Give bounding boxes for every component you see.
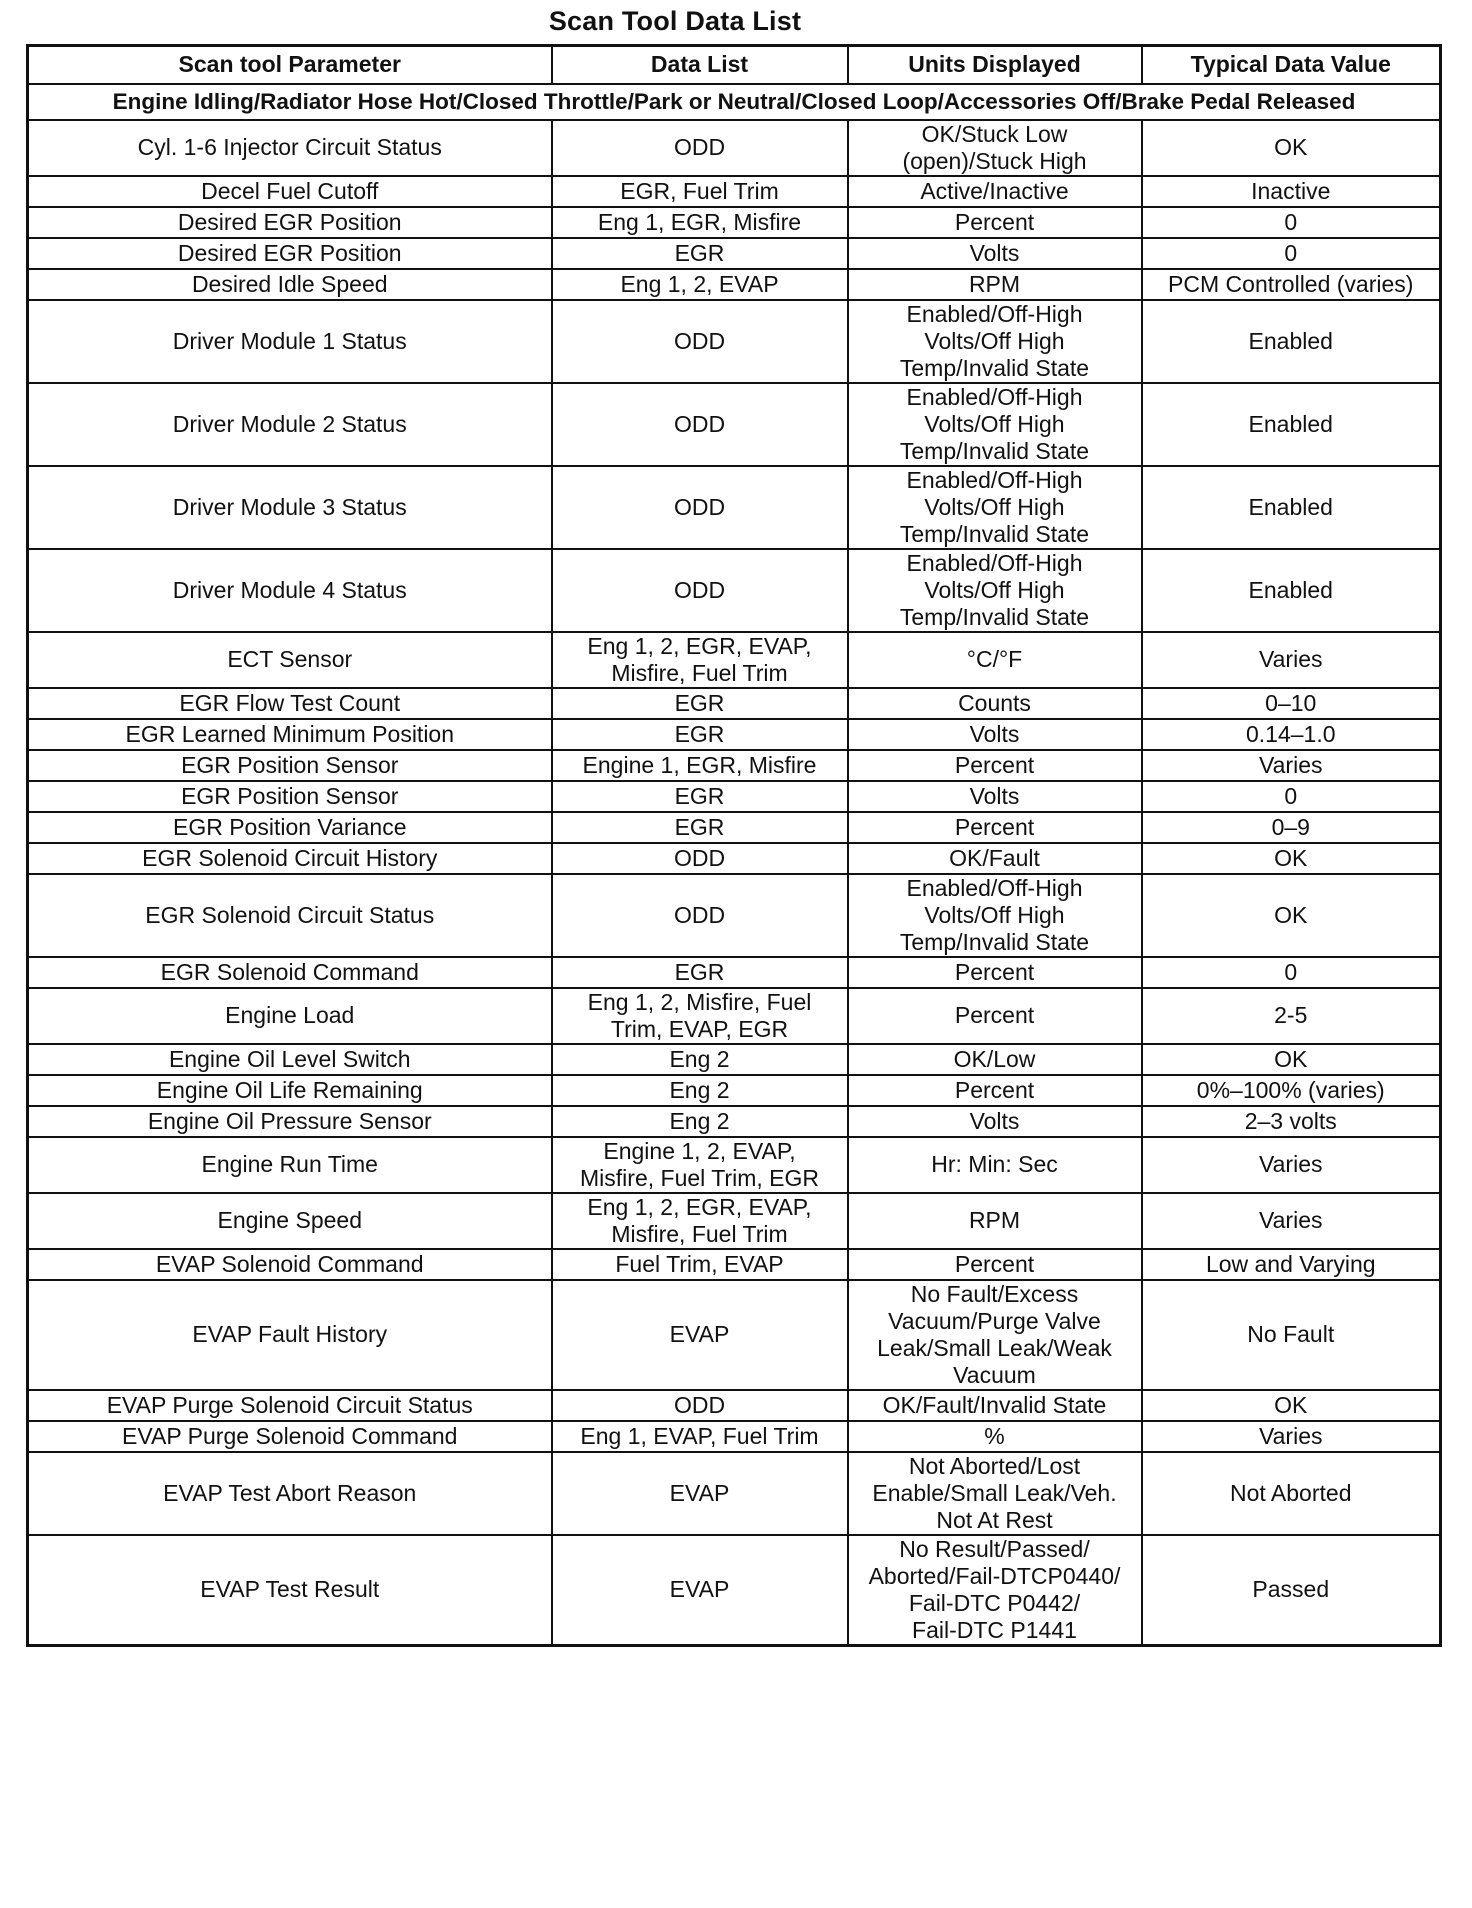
cell-units: Percent bbox=[848, 1075, 1142, 1106]
cell-units: Percent bbox=[848, 988, 1142, 1044]
table-row bbox=[28, 632, 1441, 688]
cell-data-list: ODD bbox=[552, 843, 848, 874]
cell-parameter: EVAP Fault History bbox=[28, 1280, 552, 1390]
page-title: Scan Tool Data List bbox=[548, 6, 802, 36]
cell-units: Hr: Min: Sec bbox=[848, 1137, 1142, 1193]
cell-parameter: Engine Oil Pressure Sensor bbox=[28, 1106, 552, 1137]
table-row bbox=[28, 176, 1441, 207]
column-header-typical-value: Typical Data Value bbox=[1142, 46, 1441, 84]
cell-parameter: Driver Module 2 Status bbox=[28, 383, 552, 466]
cell-typical-value: 2-5 bbox=[1142, 988, 1441, 1044]
cell-data-list: EGR bbox=[552, 957, 848, 988]
cell-typical-value: Enabled bbox=[1142, 383, 1441, 466]
cell-units: Percent bbox=[848, 1249, 1142, 1280]
cell-typical-value: Varies bbox=[1142, 1137, 1441, 1193]
cell-data-list: EVAP bbox=[552, 1535, 848, 1646]
operating-condition: Engine Idling/Radiator Hose Hot/Closed Throttle/Park or Neutral/Closed Loop/Accessories Off/Brake Pedal Released bbox=[28, 84, 1441, 120]
cell-units: Enabled/Off-High Volts/Off High Temp/Invalid State bbox=[848, 466, 1142, 549]
cell-parameter: Driver Module 4 Status bbox=[28, 549, 552, 632]
cell-typical-value: 0 bbox=[1142, 238, 1441, 269]
table-row bbox=[28, 1280, 1441, 1390]
table-row bbox=[28, 843, 1441, 874]
cell-data-list: Eng 2 bbox=[552, 1044, 848, 1075]
cell-parameter: Driver Module 3 Status bbox=[28, 466, 552, 549]
cell-parameter: Engine Speed bbox=[28, 1193, 552, 1249]
cell-data-list: EGR bbox=[552, 688, 848, 719]
cell-parameter: Engine Load bbox=[28, 988, 552, 1044]
cell-data-list: ODD bbox=[552, 549, 848, 632]
cell-units: Active/Inactive bbox=[848, 176, 1142, 207]
cell-parameter: EGR Position Variance bbox=[28, 812, 552, 843]
cell-data-list: Engine 1, 2, EVAP, Misfire, Fuel Trim, EGR bbox=[552, 1137, 848, 1193]
column-header-parameter: Scan tool Parameter bbox=[28, 46, 552, 84]
cell-units: OK/Fault/Invalid State bbox=[848, 1390, 1142, 1421]
cell-data-list: Engine 1, EGR, Misfire bbox=[552, 750, 848, 781]
cell-units: OK/Fault bbox=[848, 843, 1142, 874]
cell-data-list: ODD bbox=[552, 1390, 848, 1421]
cell-units: OK/Stuck Low (open)/Stuck High bbox=[848, 120, 1142, 176]
cell-parameter: EGR Learned Minimum Position bbox=[28, 719, 552, 750]
cell-data-list: Eng 2 bbox=[552, 1075, 848, 1106]
cell-parameter: EVAP Test Abort Reason bbox=[28, 1452, 552, 1535]
table-row bbox=[28, 1075, 1441, 1106]
cell-parameter: Engine Oil Life Remaining bbox=[28, 1075, 552, 1106]
cell-typical-value: 0–9 bbox=[1142, 812, 1441, 843]
cell-units: Volts bbox=[848, 719, 1142, 750]
cell-units: Volts bbox=[848, 238, 1142, 269]
cell-units: Volts bbox=[848, 781, 1142, 812]
table-row bbox=[28, 383, 1441, 466]
cell-data-list: EVAP bbox=[552, 1280, 848, 1390]
cell-parameter: EGR Solenoid Circuit History bbox=[28, 843, 552, 874]
cell-typical-value: PCM Controlled (varies) bbox=[1142, 269, 1441, 300]
cell-typical-value: OK bbox=[1142, 1390, 1441, 1421]
cell-data-list: EGR bbox=[552, 238, 848, 269]
table-row bbox=[28, 988, 1441, 1044]
cell-typical-value: OK bbox=[1142, 843, 1441, 874]
table-row bbox=[28, 1044, 1441, 1075]
cell-data-list: Eng 1, 2, EGR, EVAP, Misfire, Fuel Trim bbox=[552, 632, 848, 688]
table-row bbox=[28, 1249, 1441, 1280]
table-row bbox=[28, 1106, 1441, 1137]
table-row bbox=[28, 120, 1441, 176]
cell-typical-value: Enabled bbox=[1142, 300, 1441, 383]
cell-typical-value: OK bbox=[1142, 120, 1441, 176]
cell-data-list: EGR bbox=[552, 781, 848, 812]
cell-typical-value: Varies bbox=[1142, 632, 1441, 688]
cell-typical-value: 0 bbox=[1142, 207, 1441, 238]
cell-data-list: Eng 1, EGR, Misfire bbox=[552, 207, 848, 238]
table-row bbox=[28, 719, 1441, 750]
cell-typical-value: Varies bbox=[1142, 1193, 1441, 1249]
cell-parameter: Engine Run Time bbox=[28, 1137, 552, 1193]
cell-data-list: ODD bbox=[552, 466, 848, 549]
cell-data-list: Eng 1, EVAP, Fuel Trim bbox=[552, 1421, 848, 1452]
cell-typical-value: OK bbox=[1142, 1044, 1441, 1075]
column-header-data-list: Data List bbox=[552, 46, 848, 84]
table-row bbox=[28, 957, 1441, 988]
cell-units: % bbox=[848, 1421, 1142, 1452]
cell-data-list: ODD bbox=[552, 300, 848, 383]
cell-typical-value: 0.14–1.0 bbox=[1142, 719, 1441, 750]
cell-typical-value: OK bbox=[1142, 874, 1441, 957]
cell-data-list: Eng 1, 2, EGR, EVAP, Misfire, Fuel Trim bbox=[552, 1193, 848, 1249]
cell-units: Enabled/Off-High Volts/Off High Temp/Invalid State bbox=[848, 549, 1142, 632]
cell-parameter: EVAP Test Result bbox=[28, 1535, 552, 1646]
cell-parameter: EGR Position Sensor bbox=[28, 781, 552, 812]
cell-data-list: Eng 2 bbox=[552, 1106, 848, 1137]
table-row bbox=[28, 1535, 1441, 1646]
cell-typical-value: 0 bbox=[1142, 957, 1441, 988]
cell-data-list: EGR bbox=[552, 719, 848, 750]
table-row bbox=[28, 874, 1441, 957]
table-row bbox=[28, 549, 1441, 632]
cell-typical-value: 2–3 volts bbox=[1142, 1106, 1441, 1137]
cell-units: Not Aborted/Lost Enable/Small Leak/Veh. Not At Rest bbox=[848, 1452, 1142, 1535]
table-row bbox=[28, 781, 1441, 812]
cell-parameter: Desired Idle Speed bbox=[28, 269, 552, 300]
cell-typical-value: Inactive bbox=[1142, 176, 1441, 207]
cell-parameter: EVAP Purge Solenoid Circuit Status bbox=[28, 1390, 552, 1421]
table-row bbox=[28, 1452, 1441, 1535]
cell-units: RPM bbox=[848, 1193, 1142, 1249]
cell-data-list: ODD bbox=[552, 120, 848, 176]
table-row bbox=[28, 238, 1441, 269]
cell-units: OK/Low bbox=[848, 1044, 1142, 1075]
cell-parameter: Desired EGR Position bbox=[28, 207, 552, 238]
cell-data-list: ODD bbox=[552, 383, 848, 466]
cell-units: RPM bbox=[848, 269, 1142, 300]
cell-typical-value: Varies bbox=[1142, 1421, 1441, 1452]
table-row bbox=[28, 1137, 1441, 1193]
cell-units: No Fault/Excess Vacuum/Purge Valve Leak/Small Leak/Weak Vacuum bbox=[848, 1280, 1142, 1390]
cell-data-list: Fuel Trim, EVAP bbox=[552, 1249, 848, 1280]
cell-parameter: ECT Sensor bbox=[28, 632, 552, 688]
table-row bbox=[28, 688, 1441, 719]
cell-typical-value: Enabled bbox=[1142, 466, 1441, 549]
cell-data-list: ODD bbox=[552, 874, 848, 957]
cell-parameter: EGR Solenoid Circuit Status bbox=[28, 874, 552, 957]
cell-parameter: EGR Flow Test Count bbox=[28, 688, 552, 719]
cell-units: Percent bbox=[848, 812, 1142, 843]
cell-units: Enabled/Off-High Volts/Off High Temp/Invalid State bbox=[848, 874, 1142, 957]
cell-parameter: EVAP Purge Solenoid Command bbox=[28, 1421, 552, 1452]
table-row bbox=[28, 207, 1441, 238]
cell-parameter: Cyl. 1-6 Injector Circuit Status bbox=[28, 120, 552, 176]
cell-typical-value: 0–10 bbox=[1142, 688, 1441, 719]
cell-parameter: Engine Oil Level Switch bbox=[28, 1044, 552, 1075]
table-row bbox=[28, 750, 1441, 781]
cell-data-list: EVAP bbox=[552, 1452, 848, 1535]
cell-typical-value: Low and Varying bbox=[1142, 1249, 1441, 1280]
table-row bbox=[28, 269, 1441, 300]
column-header-units: Units Displayed bbox=[848, 46, 1142, 84]
cell-typical-value: Passed bbox=[1142, 1535, 1441, 1646]
cell-data-list: Eng 1, 2, Misfire, Fuel Trim, EVAP, EGR bbox=[552, 988, 848, 1044]
cell-typical-value: No Fault bbox=[1142, 1280, 1441, 1390]
cell-parameter: Desired EGR Position bbox=[28, 238, 552, 269]
cell-units: Percent bbox=[848, 750, 1142, 781]
cell-units: Percent bbox=[848, 957, 1142, 988]
condition-row bbox=[28, 84, 1441, 120]
cell-units: Counts bbox=[848, 688, 1142, 719]
cell-typical-value: 0 bbox=[1142, 781, 1441, 812]
cell-data-list: EGR bbox=[552, 812, 848, 843]
cell-data-list: EGR, Fuel Trim bbox=[552, 176, 848, 207]
header-row bbox=[28, 46, 1441, 84]
cell-units: Volts bbox=[848, 1106, 1142, 1137]
cell-parameter: Driver Module 1 Status bbox=[28, 300, 552, 383]
table-row bbox=[28, 1421, 1441, 1452]
table-row bbox=[28, 1390, 1441, 1421]
scan-tool-data-table bbox=[26, 44, 1442, 1647]
cell-typical-value: Varies bbox=[1142, 750, 1441, 781]
cell-units: No Result/Passed/ Aborted/Fail-DTCP0440/ Fail-DTC P0442/ Fail-DTC P1441 bbox=[848, 1535, 1142, 1646]
cell-units: Percent bbox=[848, 207, 1142, 238]
table-row bbox=[28, 1193, 1441, 1249]
table-row bbox=[28, 812, 1441, 843]
cell-data-list: Eng 1, 2, EVAP bbox=[552, 269, 848, 300]
cell-units: Enabled/Off-High Volts/Off High Temp/Invalid State bbox=[848, 383, 1142, 466]
cell-parameter: EGR Solenoid Command bbox=[28, 957, 552, 988]
cell-typical-value: Not Aborted bbox=[1142, 1452, 1441, 1535]
cell-typical-value: Enabled bbox=[1142, 549, 1441, 632]
cell-parameter: Decel Fuel Cutoff bbox=[28, 176, 552, 207]
cell-parameter: EVAP Solenoid Command bbox=[28, 1249, 552, 1280]
cell-parameter: EGR Position Sensor bbox=[28, 750, 552, 781]
table-row bbox=[28, 466, 1441, 549]
table-row bbox=[28, 300, 1441, 383]
cell-typical-value: 0%–100% (varies) bbox=[1142, 1075, 1441, 1106]
cell-units: °C/°F bbox=[848, 632, 1142, 688]
cell-units: Enabled/Off-High Volts/Off High Temp/Invalid State bbox=[848, 300, 1142, 383]
